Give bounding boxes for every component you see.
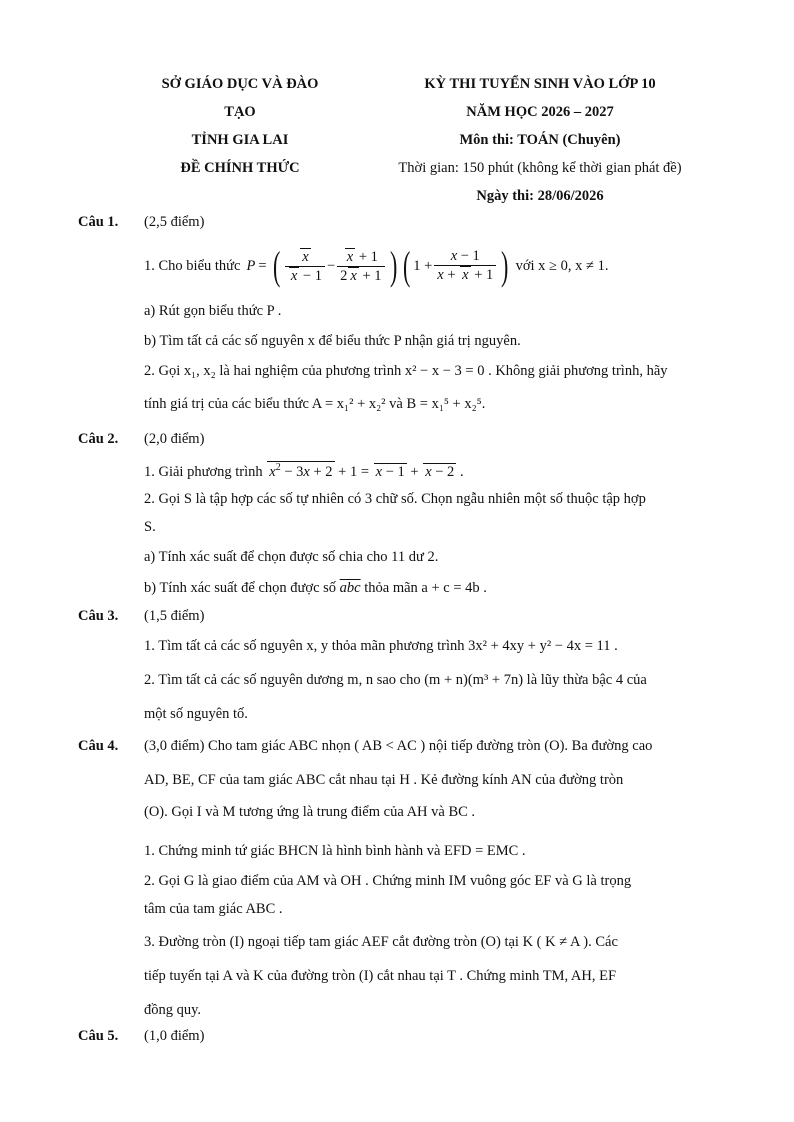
exam-subject: Môn thi: TOÁN (Chuyên) xyxy=(459,132,621,148)
sqrt-quadratic: $x^2 - 3x + 2$ xyxy=(269,462,333,480)
q2-b-number: $\overline{abc}$ xyxy=(339,580,361,596)
q4-line8: tiếp tuyến tại A và K của đường tròn (I) cắt nhau tại T . Chứng minh TM, AH, EF xyxy=(144,968,617,984)
q1-p2-line2: tính giá trị của các biểu thức A = x₁² + x₂² và B = x₁⁵ + x₂⁵. xyxy=(144,396,486,412)
q4-line3: (O). Gọi I và M tương ứng là trung điểm của AH và BC . xyxy=(144,804,476,820)
q4-line1: (3,0 điểm) Cho tam giác ABC nhọn ( AB < AC ) nội tiếp đường tròn (O). Ba đường cao xyxy=(144,738,653,754)
q1-cond: với x ≥ 0, x ≠ 1. xyxy=(515,257,609,274)
q4-label: Câu 4. xyxy=(78,738,119,754)
q5-points: (1,0 điểm) xyxy=(144,1028,205,1044)
q2-b-pre: b) Tính xác suất để chọn được số xyxy=(144,580,337,596)
q3-p2-line2: một số nguyên tố. xyxy=(144,706,248,722)
paren-close: ) xyxy=(389,243,397,288)
paren-open: ( xyxy=(272,243,280,288)
q3-p2-line1: 2. Tìm tất cả các số nguyên dương m, n sao cho (m + n)(m³ + 7n) là lũy thừa bậc 4 của xyxy=(144,672,647,688)
var-p: P xyxy=(246,257,256,274)
q1-intro: 1. Cho biểu thức xyxy=(144,257,241,274)
header-left-2: TẠO xyxy=(224,104,256,120)
q3-label: Câu 3. xyxy=(78,608,119,624)
q5-label: Câu 5. xyxy=(78,1028,119,1044)
paren-close-2: ) xyxy=(501,243,509,288)
frac-3: $\frac{x - 1}{x + x + 1}$ xyxy=(434,248,496,284)
q4-line2: AD, BE, CF của tam giác ABC cắt nhau tại H . Kẻ đường kính AN của đường tròn xyxy=(144,772,624,788)
paren-open-2: ( xyxy=(402,243,411,288)
q1-label: Câu 1. xyxy=(78,214,119,230)
q2-label: Câu 2. xyxy=(78,431,119,447)
header-left-1: SỞ GIÁO DỤC VÀ ĐÀO xyxy=(161,76,319,92)
exam-title: KỲ THI TUYỂN SINH VÀO LỚP 10 xyxy=(424,76,656,92)
header-left-3: TỈNH GIA LAI xyxy=(191,132,289,148)
q3-points: (1,5 điểm) xyxy=(144,608,205,624)
q1-expression-line: 1. Cho biểu thức P = ( $\frac{x}{x - 1}$ − $\frac{x + 1}{2 x + 1}$ ) ( 1 + $\frac{x - 1}{x + x + 1}$ ) với x ≥ 0, x ≠ 1. xyxy=(144,243,609,288)
q2-p1-text: 1. Giải phương trình xyxy=(144,463,263,480)
q2-p2-line2: S. xyxy=(144,519,156,535)
minus-sign: − xyxy=(326,257,336,274)
frac-1: $\frac{x}{x - 1}$ xyxy=(285,248,325,285)
sqrt-x-minus-2: x − 2 xyxy=(425,463,455,480)
q2-b xyxy=(144,580,487,597)
exam-date: Ngày thi: 28/06/2026 xyxy=(476,188,604,204)
q2-b-post: thỏa mãn a + c = 4b . xyxy=(364,580,487,596)
q1-p2-line1: 2. Gọi x₁, x₂ là hai nghiệm của phương trình x² − x − 3 = 0 . Không giải phương trình, hãy xyxy=(144,363,668,379)
sqrt-x-minus-1: x − 1 xyxy=(375,463,405,480)
q2-points: (2,0 điểm) xyxy=(144,431,205,447)
q1-b: b) Tìm tất cả các số nguyên x để biểu thức P nhận giá trị nguyên. xyxy=(144,333,521,349)
q4-line4: 1. Chứng minh tứ giác BHCN là hình bình hành và EFD = EMC . xyxy=(144,843,526,859)
exam-year: NĂM HỌC 2026 – 2027 xyxy=(466,104,614,120)
q1-points: (2,5 điểm) xyxy=(144,214,205,230)
q4-line6: tâm của tam giác ABC . xyxy=(144,901,283,917)
q1-a: a) Rút gọn biểu thức P . xyxy=(144,303,282,319)
q4-line7: 3. Đường tròn (I) ngoại tiếp tam giác AEF cắt đường tròn (O) tại K ( K ≠ A ). Các xyxy=(144,934,618,950)
q4-line5: 2. Gọi G là giao điểm của AM và OH . Chứng minh IM vuông góc EF và G là trọng xyxy=(144,873,632,889)
q2-a: a) Tính xác suất để chọn được số chia cho 11 dư 2. xyxy=(144,549,439,565)
exam-time: Thời gian: 150 phút (không kể thời gian phát đề) xyxy=(398,160,682,176)
header-left-4: ĐỀ CHÍNH THỨC xyxy=(180,160,300,176)
q3-p1: 1. Tìm tất cả các số nguyên x, y thỏa mãn phương trình 3x² + 4xy + y² − 4x = 11 . xyxy=(144,638,618,654)
q2-p2-line1: 2. Gọi S là tập hợp các số tự nhiên có 3 chữ số. Chọn ngẫu nhiên một số thuộc tập hợp xyxy=(144,491,646,507)
q2-p1: 1. Giải phương trình $x^2 - 3x + 2 + 1 = x - 1 + x - 2$ . xyxy=(144,462,464,480)
frac-2: $\frac{x + 1}{2 x + 1}$ xyxy=(337,248,384,285)
q4-line9: đồng quy. xyxy=(144,1002,202,1018)
equals-sign: = xyxy=(258,257,267,274)
